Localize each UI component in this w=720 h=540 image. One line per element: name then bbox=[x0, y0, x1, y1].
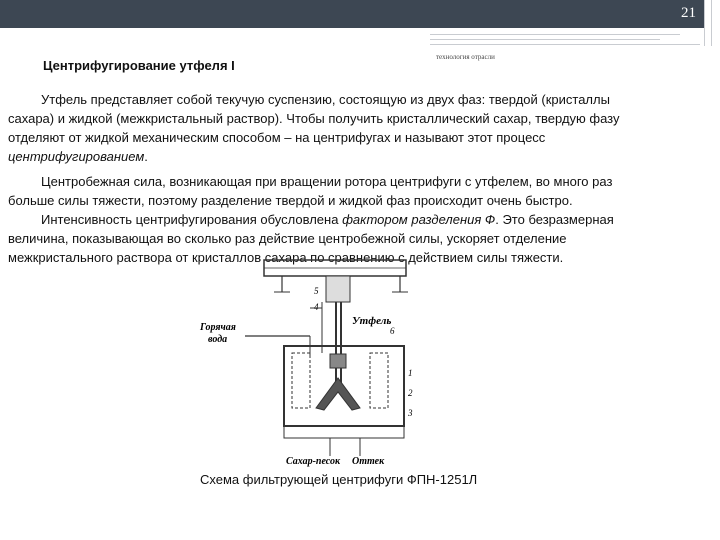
figure-caption: Схема фильтрующей центрифуги ФПН-1251Л bbox=[200, 472, 478, 487]
label-number: 2 bbox=[408, 388, 413, 398]
top-bar bbox=[0, 0, 720, 28]
emphasis-term: центрифугированием bbox=[8, 149, 145, 164]
top-bar-edge bbox=[708, 0, 720, 28]
paragraph-2 bbox=[8, 172, 668, 267]
centrifuge-diagram bbox=[190, 258, 430, 468]
text-line: сахара) и жидкой (межкристальный раствор). Чтобы получить кристаллический сахар, твердую фазу bbox=[8, 111, 620, 126]
label-water-2: вода bbox=[208, 334, 228, 345]
label-sugar: Сахар-песок bbox=[286, 456, 341, 467]
header-note: технология отрасли bbox=[436, 53, 495, 61]
text-line bbox=[8, 147, 668, 166]
label-number: 1 bbox=[408, 368, 413, 378]
decor-lines bbox=[430, 30, 720, 50]
text-fragment: Интенсивность центрифугирования обусловлена bbox=[41, 212, 343, 227]
label-ottek: Оттек bbox=[352, 456, 385, 467]
text-line: величина, показывающая во сколько раз действие центробежной силы, ускоряет отделение bbox=[8, 231, 567, 246]
text-line: отделяют от жидкой механическим способом – на центрифугах и называют этот процесс bbox=[8, 130, 546, 145]
text-fragment: . Это безразмерная bbox=[495, 212, 614, 227]
label-water: Горячая bbox=[200, 322, 236, 333]
text-line: межкристального раствора от кристаллов сахара по сравнению с действием силы тяжести. bbox=[8, 250, 564, 265]
text-line bbox=[8, 210, 668, 229]
text-line: Утфель представляет собой текучую суспензию, состоящую из двух фаз: твердой (кристаллы bbox=[41, 92, 610, 107]
emphasis-term: фактором разделения Ф bbox=[342, 212, 496, 227]
paragraph-1 bbox=[8, 90, 668, 166]
text-line: Центробежная сила, возникающая при вращении ротора центрифуги с утфелем, во много раз bbox=[41, 174, 613, 189]
label-utfel: Утфель bbox=[352, 315, 392, 327]
page-number: 21 bbox=[681, 5, 696, 21]
text-line: больше силы тяжести, поэтому разделение твердой и жидкой фаз происходит очень быстро. bbox=[8, 193, 573, 208]
label-number: 3 bbox=[408, 408, 413, 418]
top-bar-fill bbox=[0, 0, 704, 28]
slide-title: Центрифугирование утфеля I bbox=[43, 58, 235, 73]
label-number: 4 bbox=[314, 302, 319, 312]
label-number: 6 bbox=[390, 326, 395, 336]
text-fragment: . bbox=[144, 149, 148, 164]
label-number: 5 bbox=[314, 286, 319, 296]
